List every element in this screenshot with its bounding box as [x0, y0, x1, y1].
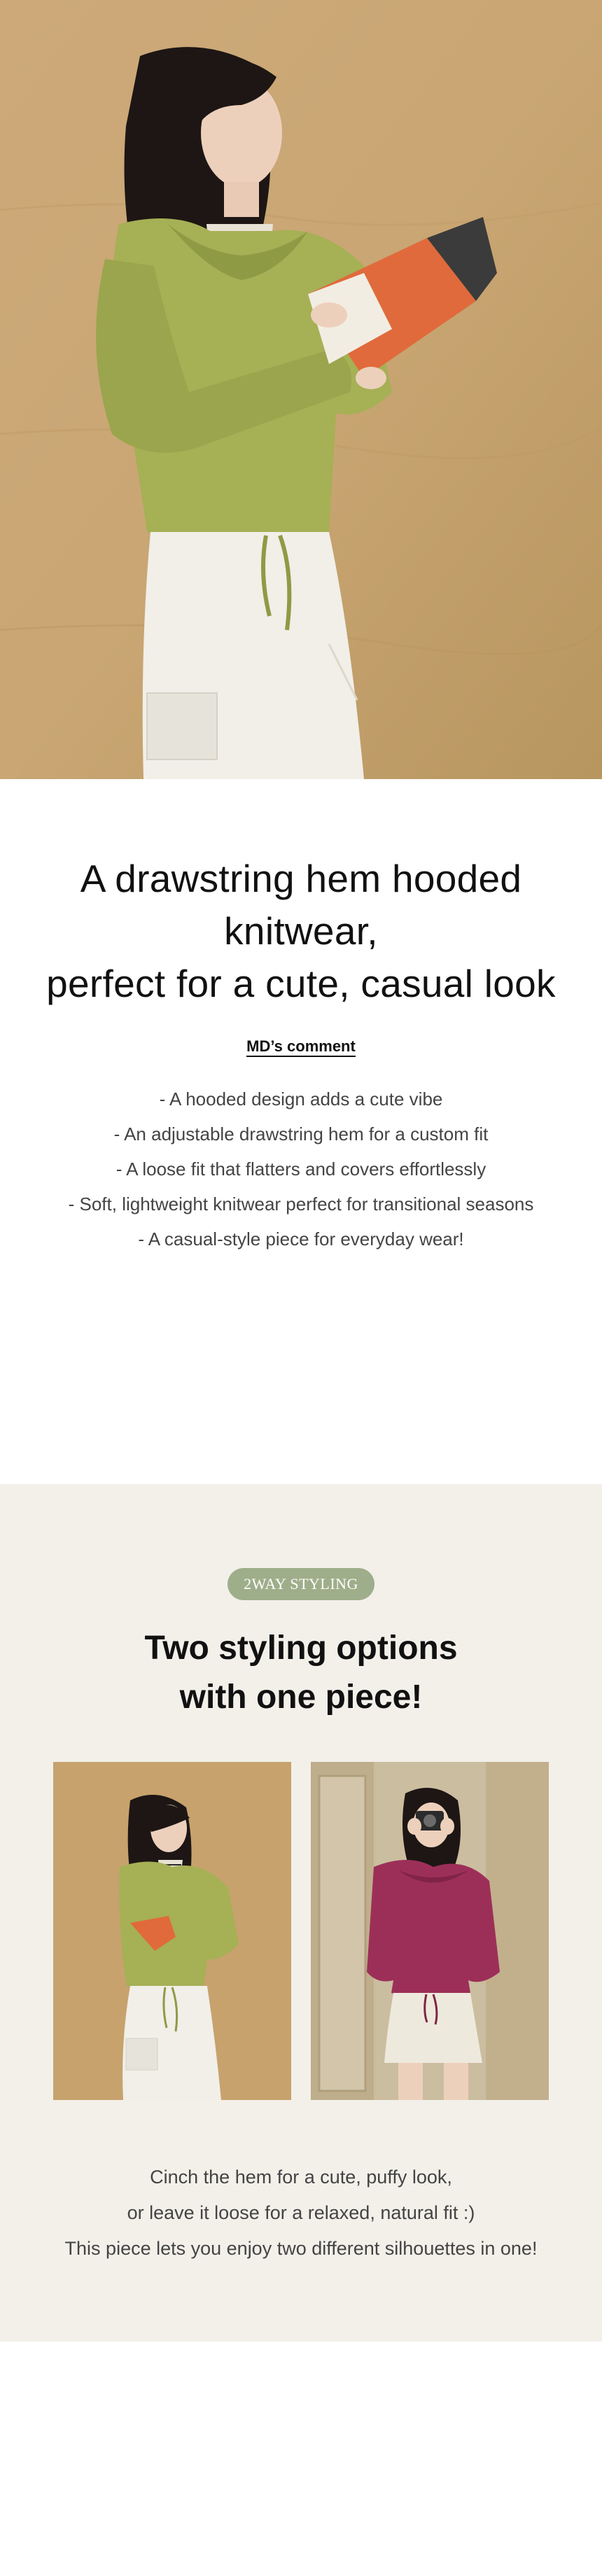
styling-title-line-2: with one piece! — [179, 1679, 423, 1716]
headline-line-1: A drawstring hem hooded knitwear, — [80, 857, 522, 953]
styling-title — [0, 1624, 602, 1722]
styling-photo-green — [53, 1762, 291, 2100]
md-comment-item: - Soft, lightweight knitwear perfect for transitional seasons — [68, 1194, 534, 1214]
styling-desc-line-1: Cinch the hem for a cute, puffy look, — [150, 2166, 452, 2188]
styling-photo-magenta — [311, 1762, 549, 2100]
md-comment-item: - A casual-style piece for everyday wear! — [138, 1228, 464, 1250]
two-way-styling-section — [0, 1484, 602, 2342]
md-comment-list — [0, 1082, 602, 1256]
styling-illustration-magenta — [311, 1762, 549, 2100]
styling-illustration-green — [53, 1762, 291, 2100]
md-comment-title — [0, 1037, 602, 1056]
hero-image — [0, 0, 602, 779]
md-comment-title-text: MD’s comment — [246, 1037, 356, 1057]
md-comment-item: - An adjustable drawstring hem for a custom fit — [113, 1124, 489, 1144]
md-comment-item: - A loose fit that flatters and covers effortlessly — [115, 1158, 486, 1180]
headline-line-2: perfect for a cute, casual look — [46, 962, 556, 1005]
styling-desc-line-3: This piece lets you enjoy two different silhouettes in one! — [64, 2238, 538, 2259]
styling-badge: 2WAY STYLING — [227, 1568, 374, 1600]
styling-title-line-1: Two styling options — [144, 1630, 458, 1667]
hero-illustration — [0, 0, 602, 779]
product-headline — [0, 853, 602, 1010]
md-comment-item: - A hooded design adds a cute vibe — [159, 1088, 443, 1110]
styling-description — [0, 2160, 602, 2267]
styling-desc-line-2: or leave it loose for a relaxed, natural fit :) — [127, 2202, 475, 2223]
